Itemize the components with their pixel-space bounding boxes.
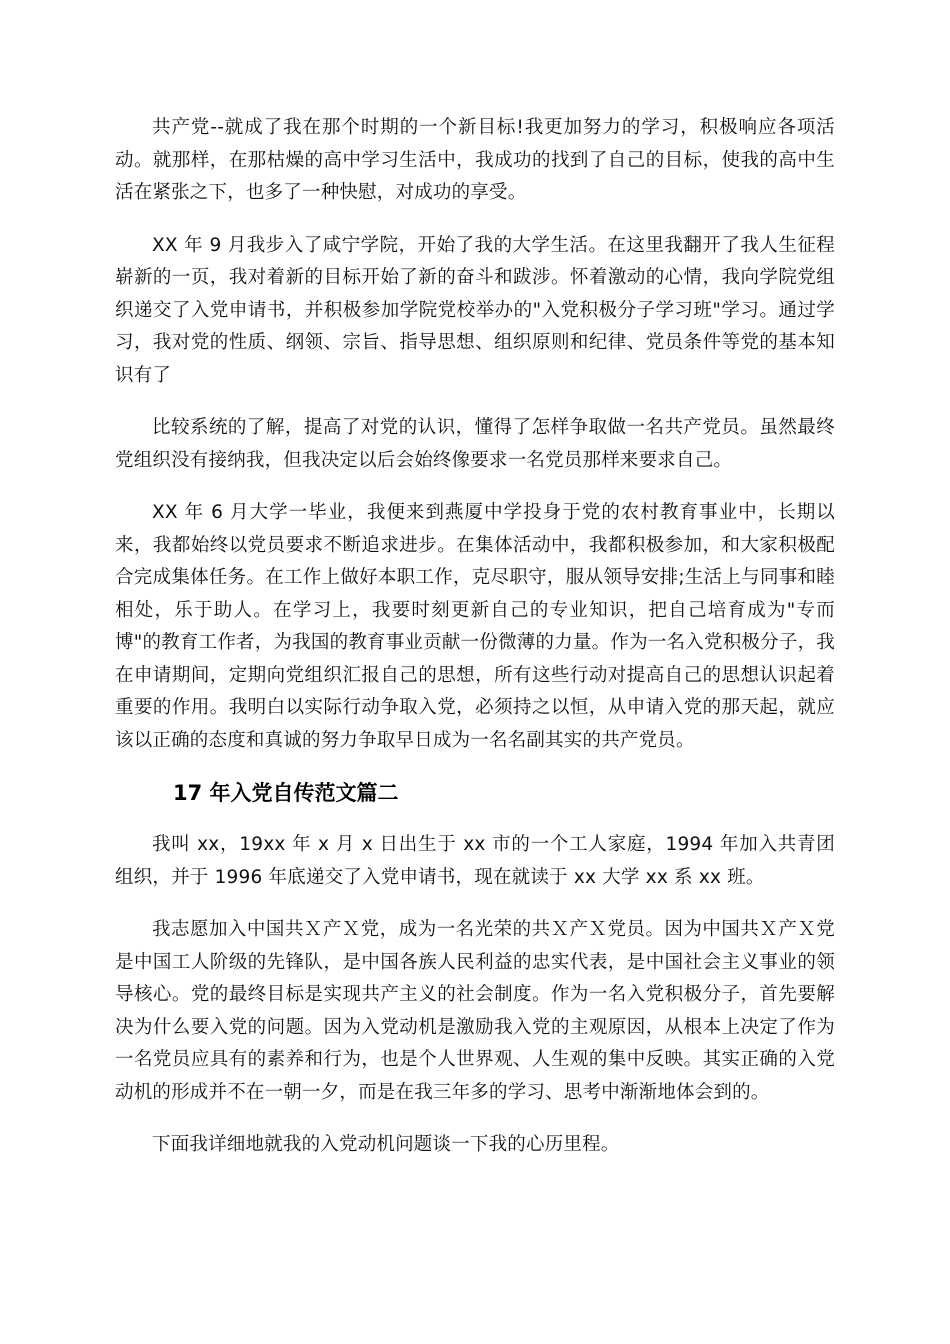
document-page	[115, 112, 835, 1182]
paragraph-2: XX 年 9 月我步入了咸宁学院，开始了我的大学生活。在这里我翻开了我人生征程崭新的一页，我对着新的目标开始了新的奋斗和跋涉。怀着激动的心情，我向学院党组织递交了入党申请书，并积极参加学院党校举办的"入党积极分子学习班"学习。通过学习，我对党的性质、纲领、宗旨、指导思想、组织原则和纪律、党员条件等党的基本知识有了	[115, 234, 835, 386]
section-heading: 17 年入党自传范文篇二	[173, 781, 399, 805]
paragraph-3: 比较系统的了解，提高了对党的认识，懂得了怎样争取做一名共产党员。虽然最终党组织没有接纳我，但我决定以后会始终像要求一名党员那样来要求自己。	[115, 417, 835, 471]
paragraph-1: 共产党--就成了我在那个时期的一个新目标!我更加努力的学习，积极响应各项活动。就那样，在那枯燥的高中学习生活中，我成功的找到了自己的目标，使我的高中生活在紧张之下，也多了一种快慰，对成功的享受。	[115, 117, 835, 203]
paragraph-4: XX 年 6 月大学一毕业，我便来到燕厦中学投身于党的农村教育事业中，长期以来，我都始终以党员要求不断追求进步。在集体活动中，我都积极参加，和大家积极配合完成集体任务。在工作上做好本职工作，克尽职守，服从领导安排;生活上与同事和睦相处，乐于助人。在学习上，我要时刻更新自己的专业知识，把自己培育成为"专而博"的教育工作者，为我国的教育事业贡献一份微薄的力量。作为一名入党积极分子，我在申请期间，定期向党组织汇报自己的思想，所有这些行动对提高自己的思想认识起着重要的作用。我明白以实际行动争取入党，必须持之以恒，从申请入党的那天起，就应该以正确的态度和真诚的努力争取早日成为一名名副其实的共产党员。	[115, 502, 835, 751]
paragraph-6: 我志愿加入中国共Ｘ产Ｘ党，成为一名光荣的共Ｘ产Ｘ党员。因为中国共Ｘ产Ｘ党是中国工人阶级的先锋队，是中国各族人民利益的忠实代表，是中国社会主义事业的领导核心。党的最终目标是实现共产主义的社会制度。作为一名入党积极分子，首先要解决为什么要入党的问题。因为入党动机是激励我入党的主观原因，从根本上决定了作为一名党员应具有的素养和行为，也是个人世界观、人生观的集中反映。其实正确的入党动机的形成并不在一朝一夕，而是在我三年多的学习、思考中渐渐地体会到的。	[115, 919, 835, 1103]
paragraph-7: 下面我详细地就我的入党动机问题谈一下我的心历里程。	[152, 1134, 620, 1155]
paragraph-5: 我叫 xx，19xx 年 x 月 x 日出生于 xx 市的一个工人家庭，1994 年加入共青团组织，并于 1996 年底递交了入党申请书，现在就读于 xx 大学 xx 系 xx 班。	[115, 834, 835, 888]
